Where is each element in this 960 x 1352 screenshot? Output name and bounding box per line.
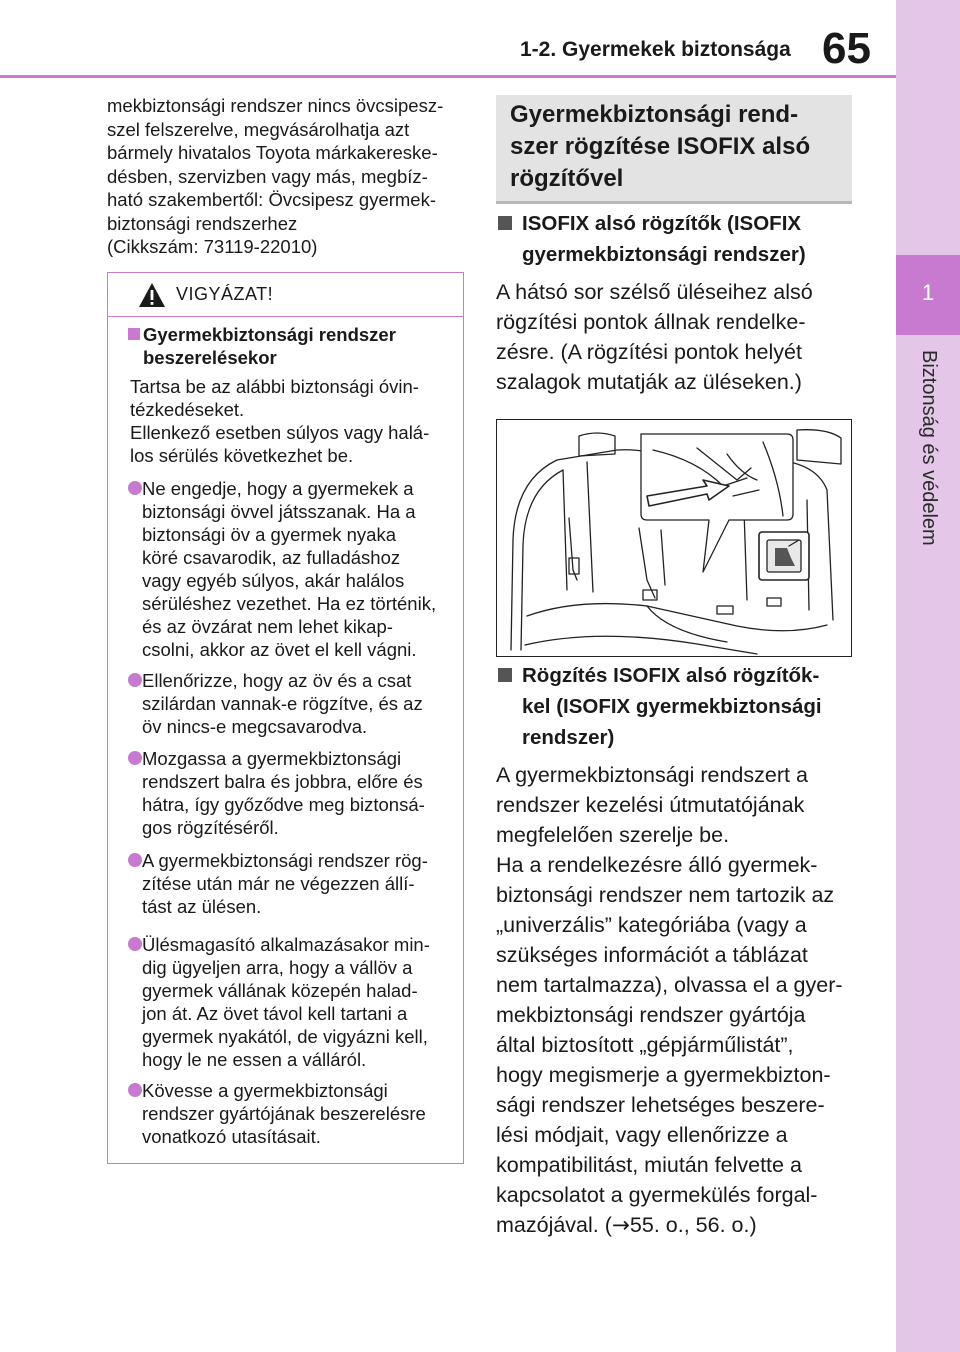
bullet-dot-icon [128, 481, 142, 495]
text-line: sági rendszer lehetséges beszere- [496, 1093, 825, 1117]
text-line: által biztosított „gépjárműlistát”, [496, 1033, 794, 1057]
square-bullet-icon [498, 668, 512, 682]
text-line: öv nincs-e megcsavarodva. [142, 716, 368, 737]
caution-title: VIGYÁZAT! [176, 284, 274, 304]
page-reference-arrow-icon: → [611, 1213, 630, 1238]
page-reference-link[interactable]: 55. o., 56. o.) [629, 1213, 757, 1237]
text-line: hátra, így győződve meg biztonsá- [142, 794, 425, 815]
subsection-heading [496, 660, 856, 753]
bullet-dot-icon [128, 937, 142, 951]
section-heading-line: rögzítővel [510, 165, 624, 192]
isofix-seat-illustration [496, 419, 852, 657]
text-line: gyermek nyakától, de vigyázni kell, [142, 1026, 428, 1047]
caution-bullet [128, 477, 463, 661]
caution-heading [128, 323, 448, 369]
text-line: désben, szervizben vagy más, megbíz- [107, 165, 428, 187]
square-bullet-icon [498, 216, 512, 230]
square-bullet-icon [128, 328, 140, 340]
text-line: vonatkozó utasításait. [142, 1126, 321, 1147]
text-line: Ellenkező esetben súlyos vagy halá- [130, 422, 430, 443]
text-line: gyermek vállának közepén halad- [142, 980, 418, 1001]
text-line: A hátsó sor szélső üléseihez alsó [496, 280, 813, 304]
text-line: Ellenőrizze, hogy az öv és a csat [142, 670, 412, 691]
text-line: Kövesse a gyermekbiztonsági [142, 1080, 388, 1101]
text-line: kompatibilitást, miután felvette a [496, 1153, 802, 1177]
text-line: sérüléshez vezethet. Ha ez történik, [142, 593, 437, 614]
text-line: ható szakembertől: Övcsipesz gyermek- [107, 189, 437, 210]
text-line: biztonsági rendszer nem tartozik az [496, 883, 835, 907]
text-line: rendszer gyártójának beszerelésre [142, 1103, 426, 1124]
text-line: bármely hivatalos Toyota márkakereske- [107, 142, 438, 163]
text-line: Ha a rendelkezésre álló gyermek- [496, 853, 818, 877]
text-line: Tartsa be az alábbi biztonsági óvin- [130, 376, 419, 397]
caution-bullet [128, 1079, 463, 1148]
caution-heading-line: Gyermekbiztonsági rendszer [143, 324, 396, 345]
caution-heading-line: beszerelésekor [143, 347, 277, 368]
text-line: Mozgassa a gyermekbiztonsági [142, 748, 402, 769]
text-line: hogy le ne essen a válláról. [142, 1049, 367, 1070]
header-rule [0, 75, 896, 78]
sidebar-section-label-wrap [904, 350, 952, 570]
text-line: vagy egyéb súlyos, akár halálos [142, 570, 405, 591]
bullet-dot-icon [128, 853, 142, 867]
subsection-heading-line: ISOFIX alsó rögzítők (ISOFIX [522, 212, 802, 235]
text-line: szükséges információt a táblázat [496, 943, 808, 967]
text-line: zítése után már ne végezzen állí- [142, 873, 415, 894]
text-line: A gyermekbiztonsági rendszer rög- [142, 850, 428, 871]
text-line-with-reference [496, 1210, 856, 1241]
text-line: rendszer kezelési útmutatójának [496, 793, 805, 817]
chapter-title: 1-2. Gyermekek biztonsága [520, 38, 791, 61]
text-line: rögzítési pontok állnak rendelke- [496, 310, 806, 334]
bullet-dot-icon [128, 751, 142, 765]
text-line: hogy megismerje a gyermekbizton- [496, 1063, 831, 1087]
text-line: mekbiztonsági rendszer nincs övcsipesz- [107, 95, 444, 116]
text-line: kapcsolatot a gyermekülés forgal- [496, 1183, 818, 1207]
subsection-heading-line: kel (ISOFIX gyermekbiztonsági [522, 695, 822, 718]
text-line: megfelelően szerelje be. [496, 823, 730, 847]
section-heading-line: szer rögzítése ISOFIX alsó [510, 133, 811, 160]
text-line: Ne engedje, hogy a gyermekek a [142, 478, 414, 499]
bullet-dot-icon [128, 673, 142, 687]
text-line: köré csavarodik, az fulladáshoz [142, 547, 401, 568]
caution-header [108, 273, 463, 317]
text-line: gos rögzítéséről. [142, 817, 279, 838]
text-line: mekbiztonsági rendszer gyártója [496, 1003, 806, 1027]
text-line: (Cikkszám: 73119-22010) [107, 236, 318, 257]
text-line: „univerzális” kategóriába (vagy a [496, 913, 807, 937]
intro-paragraph [107, 94, 467, 259]
text-line: tást az ülésen. [142, 896, 262, 917]
caution-bullet [128, 669, 463, 738]
text-line: Ülésmagasító alkalmazásakor min- [142, 934, 430, 955]
text-line: biztonsági övvel játsszanak. Ha a [142, 501, 416, 522]
caution-bullet [128, 933, 463, 1071]
text-line: zésre. (A rögzítési pontok helyét [496, 340, 802, 364]
text-fragment: mazójával. ( [496, 1213, 612, 1237]
text-line: tézkedéseket. [130, 399, 245, 420]
text-line: és az övzárat nem lehet kikap- [142, 616, 393, 637]
rear-seat-drawing [497, 420, 850, 655]
bullet-dot-icon [128, 1083, 142, 1097]
subsection-heading-line: gyermekbiztonsági rendszer) [522, 243, 806, 266]
text-line: szilárdan vannak-e rögzítve, és az [142, 693, 423, 714]
text-line: rendszert balra és jobbra, előre és [142, 771, 423, 792]
caution-box [107, 272, 464, 1164]
caution-bullet [128, 747, 463, 839]
caution-bullet [128, 849, 463, 918]
text-line: lési módjait, vagy ellenőrizze a [496, 1123, 788, 1147]
section-heading [496, 95, 852, 204]
text-line: csolni, akkor az övet el kell vágni. [142, 639, 417, 660]
subsection-heading [496, 208, 856, 270]
page-number: 65 [822, 24, 871, 73]
text-line: biztonsági öv a gyermek nyaka [142, 524, 396, 545]
text-line: dig ügyeljen arra, hogy a vállöv a [142, 957, 413, 978]
section-heading-line: Gyermekbiztonsági rend- [510, 101, 799, 128]
warning-triangle-icon [138, 282, 166, 308]
text-line: los sérülés következhet be. [130, 445, 354, 466]
subsection-heading-line: Rögzítés ISOFIX alsó rögzítők- [522, 664, 820, 687]
caution-intro [130, 375, 460, 467]
text-line: jon át. Az övet távol kell tartani a [142, 1003, 408, 1024]
text-line: szel felszerelve, megvásárolhatja azt [107, 118, 410, 140]
text-line: biztonsági rendszerhez [107, 212, 298, 234]
subsection-heading-line: rendszer) [522, 726, 615, 749]
sidebar-strip [896, 0, 960, 1352]
subsection-body [496, 277, 856, 397]
sidebar-section-label: Biztonság és védelem [918, 350, 940, 546]
text-line: nem tartalmazza), olvassa el a gyer- [496, 973, 843, 997]
subsection-body [496, 760, 856, 1241]
sidebar-tab-number: 1 [921, 280, 935, 305]
text-line: A gyermekbiztonsági rendszert a [496, 763, 808, 787]
text-line: szalagok mutatják az üléseken.) [496, 370, 802, 394]
